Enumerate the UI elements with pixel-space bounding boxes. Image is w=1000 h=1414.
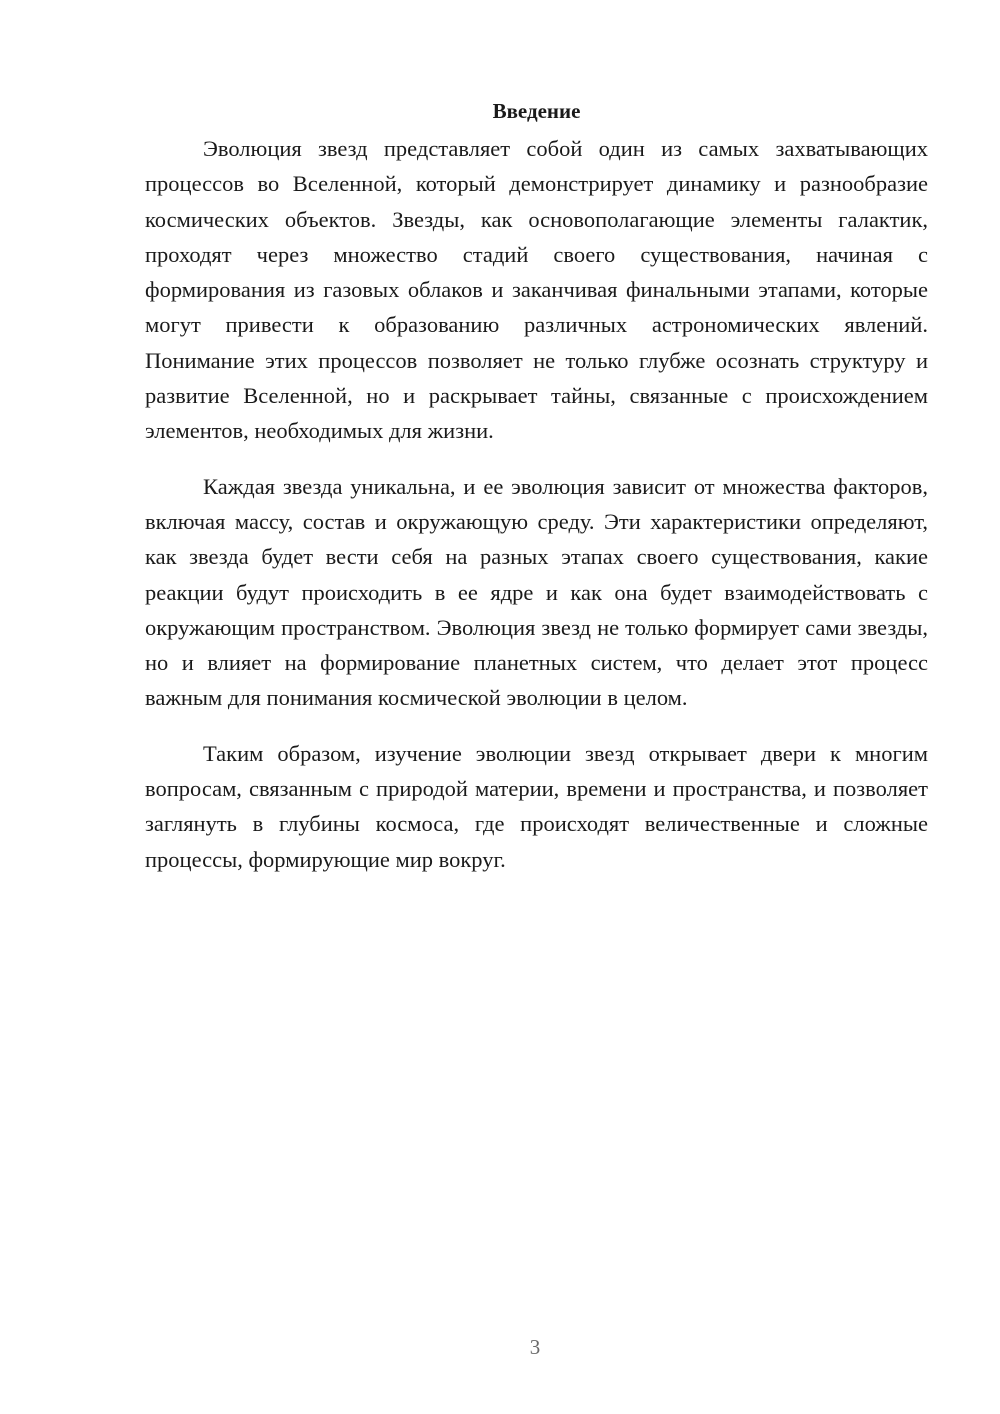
paragraph-1: Эволюция звезд представляет собой один из самых захватывающих процессов во Вселенной, который демонстрирует динамику и разнообразие космических объектов. Звезды, как основополагающие элементы галактик, проходят через множество стадий своего существования, начиная с формирования из газовых облаков и заканчивая финальными этапами, которые могут привести к образованию различных астрономических явлений. Понимание этих процессов позволяет не только глубже осознать структуру и развитие Вселенной, но и раскрывает тайны, связанные с происхождением элементов, необходимых для жизни. <box>145 136 928 444</box>
paragraph-2: Каждая звезда уникальна, и ее эволюция зависит от множества факторов, включая массу, состав и окружающую среду. Эти характеристики определяют, как звезда будет вести себя на разных этапах своего существования, какие реакции будут происходить в ее ядре и как она будет взаимодействовать с окружающим пространством. Эволюция звезд не только формирует сами звезды, но и влияет на формирование планетных систем, что делает этот процесс важным для понимания космической эволюции в целом. <box>145 473 928 711</box>
section-heading: Введение <box>492 99 581 123</box>
page-number: 3 <box>529 1335 541 1359</box>
paragraph-3: Таким образом, изучение эволюции звезд открывает двери к многим вопросам, связанным с природой материи, времени и пространства, и позволяет заглянуть в глубины космоса, где происходят величественные и сложные процессы, формирующие мир вокруг. <box>145 740 928 872</box>
page-content <box>145 96 928 897</box>
